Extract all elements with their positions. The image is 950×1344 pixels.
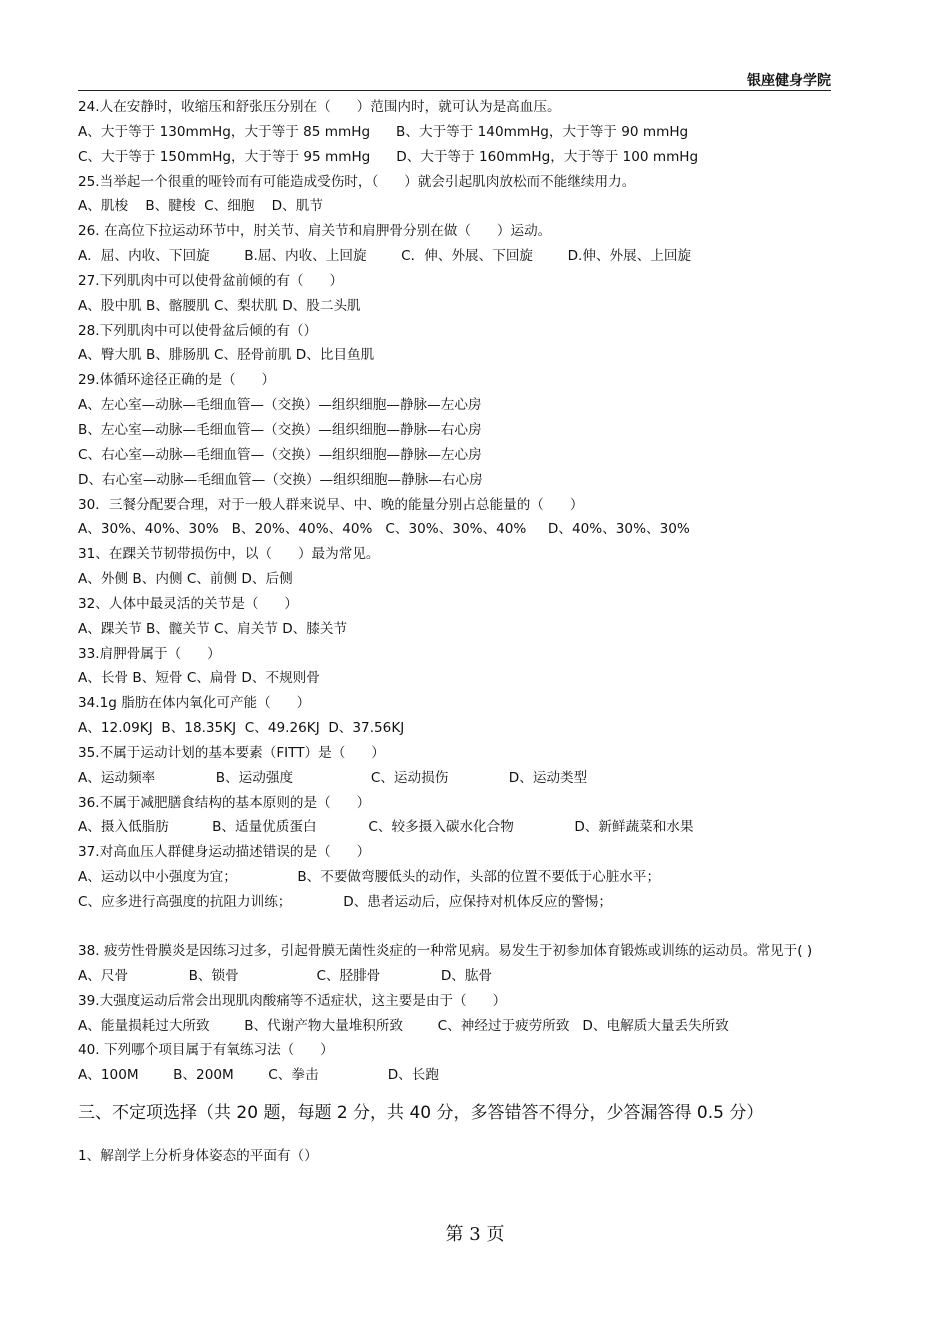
text-line: 26. 在高位下拉运动环节中，肘关节、肩关节和肩胛骨分别在做（ ）运动。	[78, 223, 552, 240]
text-line: A、12.09KJ B、18.35KJ C、49.26KJ D、37.56KJ	[78, 720, 405, 737]
text-line: A、肌梭 B、腱梭 C、细胞 D、肌节	[78, 198, 323, 215]
text-line: 31、在踝关节韧带损伤中，以（ ）最为常见。	[78, 546, 380, 563]
text-line: A、尺骨 B、锁骨 C、胫腓骨 D、肱骨	[78, 967, 493, 984]
text-line: B、左心室—动脉—毛细血管—（交换）—组织细胞—静脉—右心房	[78, 421, 482, 438]
text-line: A、能量损耗过大所致 B、代谢产物大量堆积所致 C、神经过于疲劳所致 D、电解质大量丢失所致	[78, 1017, 729, 1034]
text-line: 35.不属于运动计划的基本要素（FITT）是（ ）	[78, 744, 385, 761]
text-line: 33.肩胛骨属于（ ）	[78, 645, 221, 662]
text-line: A、100M B、200M C、拳击 D、长跑	[78, 1067, 439, 1084]
text-line: A、股中肌 B、髂腰肌 C、梨状肌 D、股二头肌	[78, 297, 361, 314]
text-line: 29.体循环途径正确的是（ ）	[78, 372, 276, 389]
text-line: C、大于等于 150mmHg，大于等于 95 mmHg D、大于等于 160mmHg，大于等于 100 mmHg	[78, 148, 699, 165]
blank-gap	[78, 1128, 838, 1144]
page-header	[78, 70, 831, 91]
text-line: C、应多进行高强度的抗阻力训练； D、患者运动后，应保持对机体反应的警惕；	[78, 894, 612, 910]
text-line: 32、人体中最灵活的关节是（ ）	[78, 595, 298, 612]
text-line: 24.人在安静时，收缩压和舒张压分别在（ ）范围内时，就可认为是高血压。	[78, 99, 561, 115]
text-line: 28.下列肌肉中可以使骨盆后倾的有（）	[78, 322, 318, 339]
header-title: 银座健身学院	[747, 73, 831, 89]
text-line: 40. 下列哪个项目属于有氧练习法（ ）	[78, 1042, 334, 1059]
text-line: C、右心室—动脉—毛细血管—（交换）—组织细胞—静脉—左心房	[78, 446, 482, 463]
text-line: 39.大强度运动后常会出现肌肉酸痛等不适症状，这主要是由于（ ）	[78, 992, 507, 1009]
page-number: 第 3 页	[445, 1224, 505, 1245]
text-line: A、外侧 B、内侧 C、前侧 D、后侧	[78, 571, 293, 588]
text-line: 25.当举起一个很重的哑铃而有可能造成受伤时，（ ）就会引起肌肉放松而不能继续用力。	[78, 173, 636, 190]
page-content	[78, 95, 838, 1169]
text-line: A、大于等于 130mmHg，大于等于 85 mmHg B、大于等于 140mmHg，大于等于 90 mmHg	[78, 123, 689, 140]
text-line: D、右心室—动脉—毛细血管—（交换）—组织细胞—静脉—右心房	[78, 471, 483, 488]
text-line: 37.对高血压人群健身运动描述错误的是（ ）	[78, 844, 371, 861]
text-line: 30．三餐分配要合理，对于一般人群来说早、中、晚的能量分别占总能量的（ ）	[78, 496, 584, 513]
text-line: 27.下列肌肉中可以使骨盆前倾的有（ ）	[78, 272, 344, 289]
text-line: A．屈、内收、下回旋 B.屈、内收、上回旋 C．伸、外展、下回旋 D.伸、外展、上回旋	[78, 248, 692, 265]
text-line: A、左心室—动脉—毛细血管—（交换）—组织细胞—静脉—左心房	[78, 397, 482, 414]
text-line: 34.1g 脂肪在体内氧化可产能（ ）	[78, 695, 311, 712]
text-line: A、30%、40%、30% B、20%、40%、40% C、30%、30%、40% D、40%、30%、30%	[78, 521, 690, 538]
text-line: 1、解剖学上分析身体姿态的平面有（）	[78, 1148, 318, 1165]
text-line: A、踝关节 B、髋关节 C、肩关节 D、膝关节	[78, 620, 348, 637]
text-line: 36.不属于减肥膳食结构的基本原则的是（ ）	[78, 794, 371, 811]
question-38: 38. 疲劳性骨膜炎是因练习过多，引起骨膜无菌性炎症的一种常见病。易发生于初参加体育锻炼或训练的运动员。常见于( )	[78, 942, 813, 959]
blank-gap	[78, 915, 838, 939]
text-line: A、臀大肌 B、腓肠肌 C、胫骨前肌 D、比目鱼肌	[78, 347, 375, 364]
text-line: A、运动频率 B、运动强度 C、运动损伤 D、运动类型	[78, 769, 588, 786]
text-line: A、摄入低脂肪 B、适量优质蛋白 C、较多摄入碳水化合物 D、新鲜蔬菜和水果	[78, 819, 694, 836]
text-line: A、运动以中小强度为宜； B、不要做弯腰低头的动作，头部的位置不要低于心脏水平；	[78, 869, 661, 886]
text-line: A、长骨 B、短骨 C、扁骨 D、不规则骨	[78, 670, 320, 687]
section-heading: 三、不定项选择（共 20 题，每题 2 分，共 40 分，多答错答不得分，少答漏答得 0.5 分）	[78, 1103, 764, 1124]
